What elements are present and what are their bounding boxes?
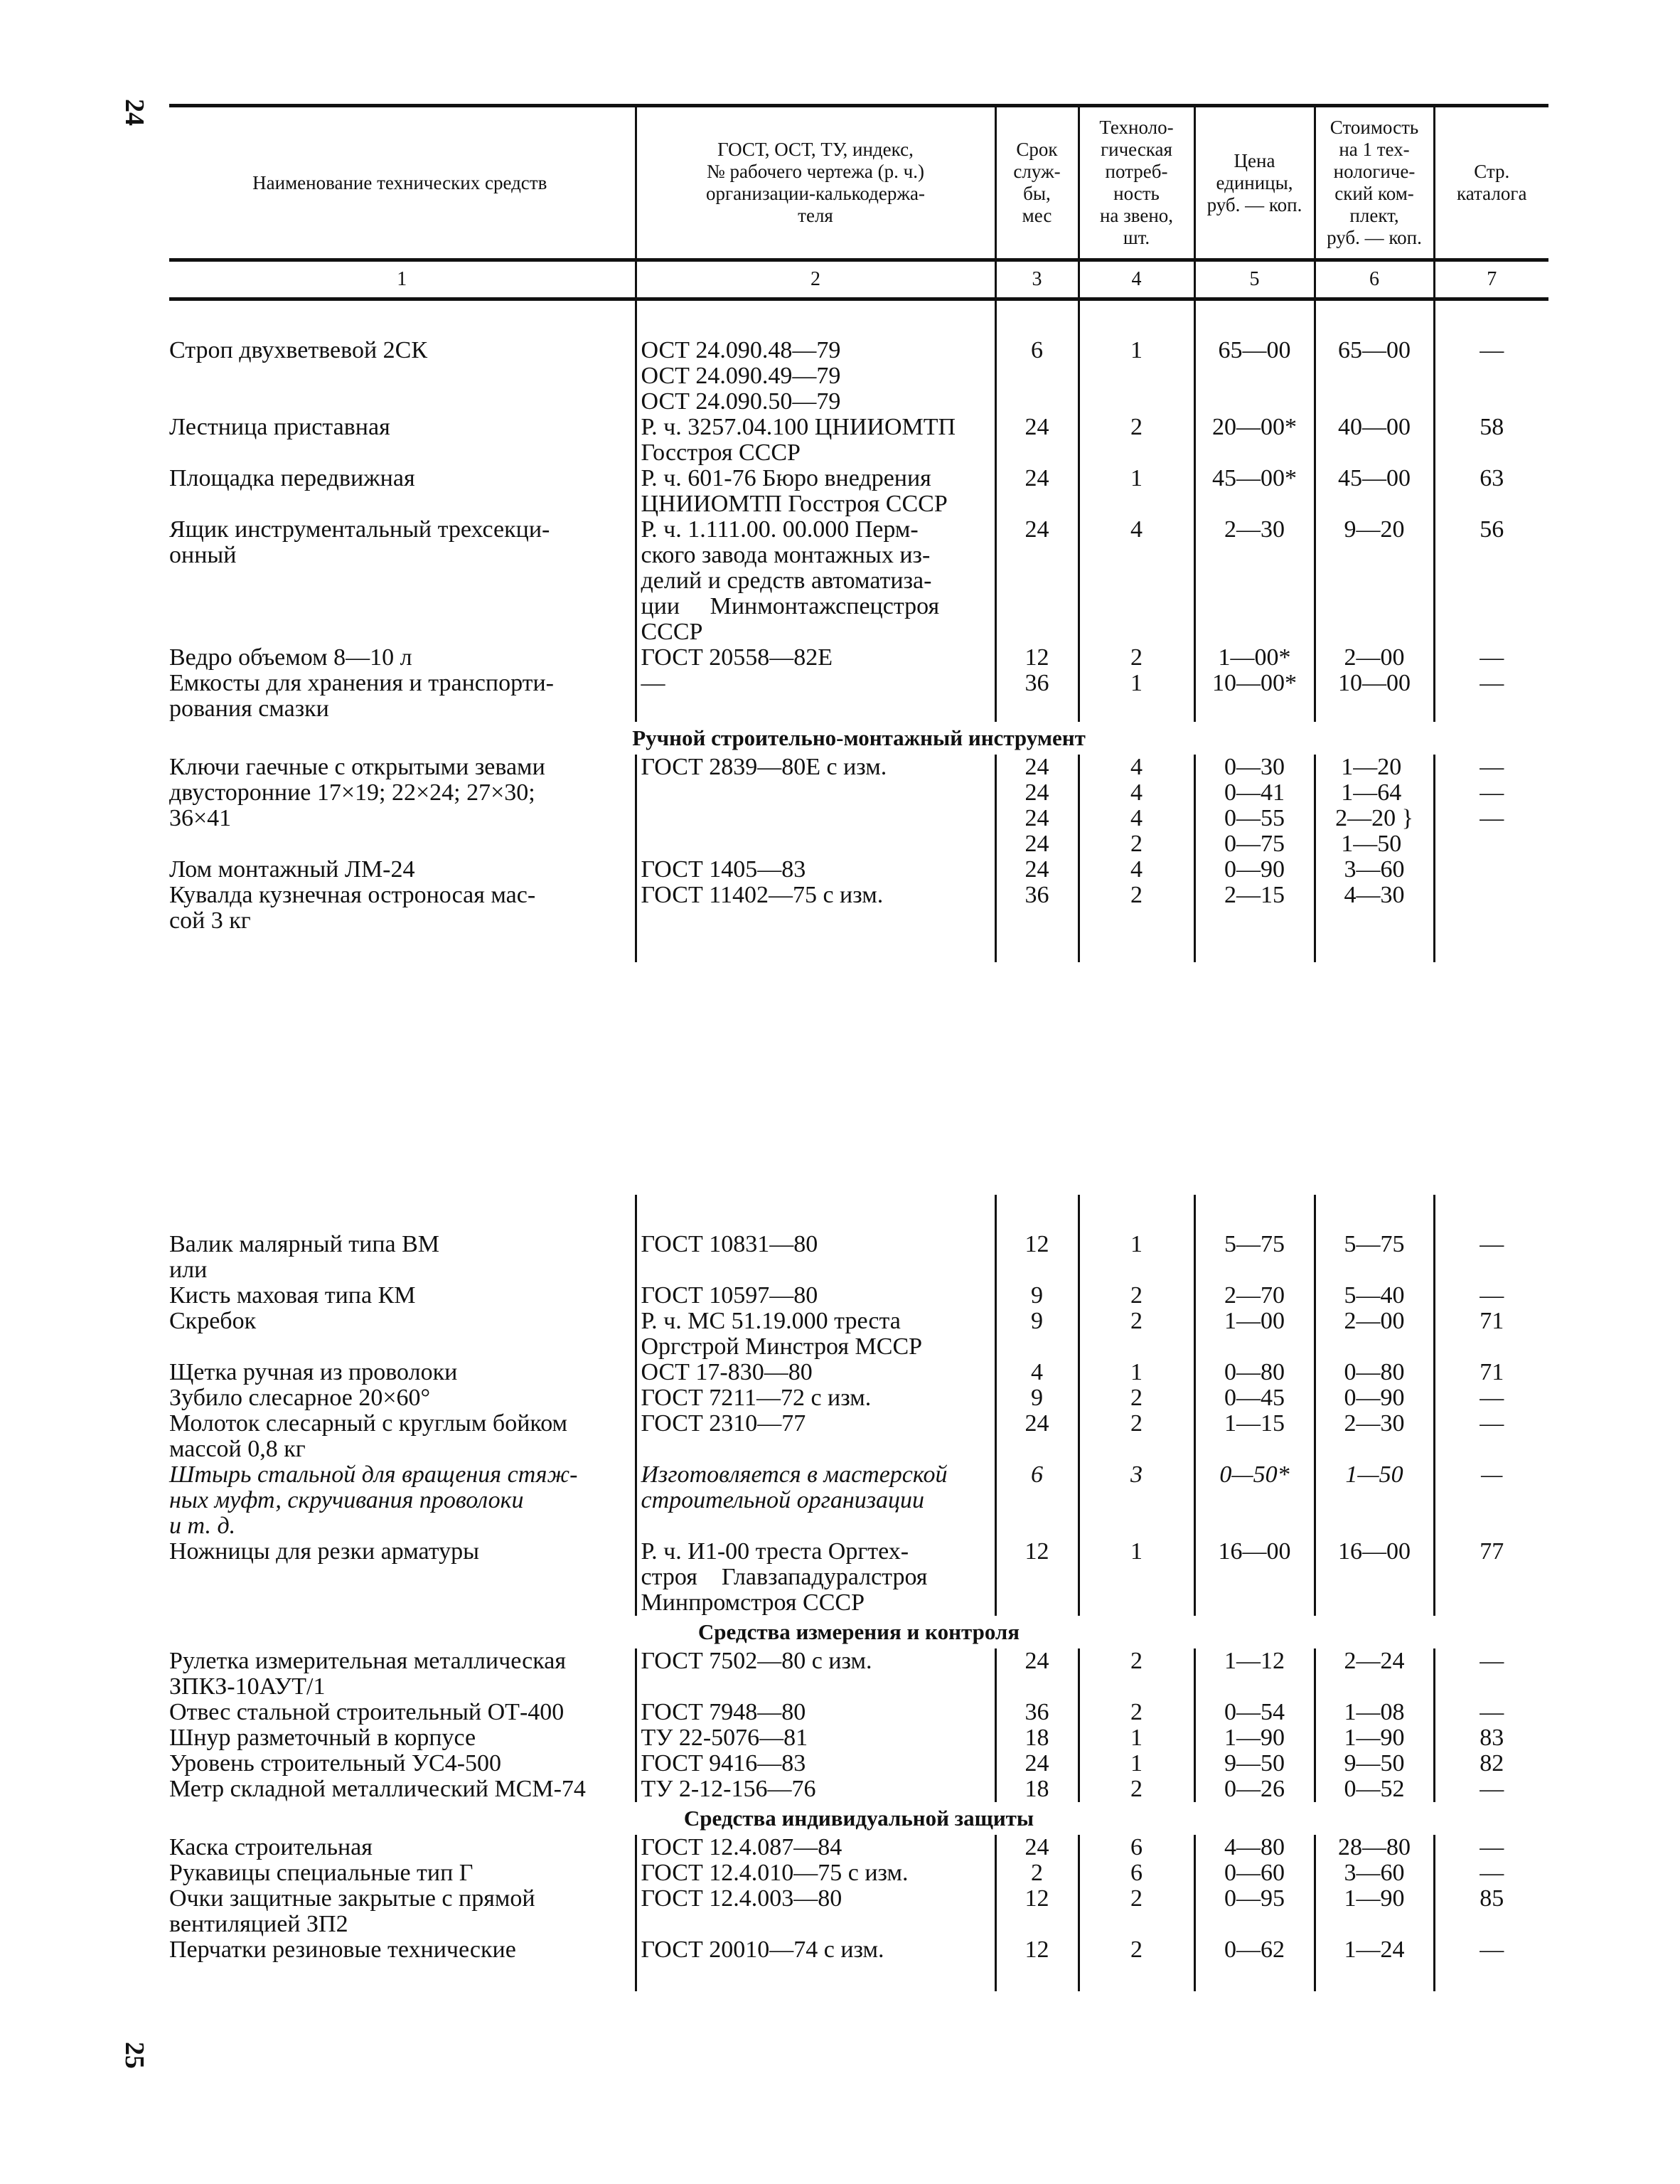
quantity: 1 [1079,1751,1194,1777]
set-cost: 1—20 1—64 2—20 } 1—50 [1315,755,1434,857]
standard: Р. ч. 601-76 Бюро внедрения ЦНИИОМТП Госстроя СССР [636,466,995,517]
set-cost: 65—00 [1315,338,1434,415]
quantity: 2 [1079,1385,1194,1411]
service-life: 12 [995,1539,1079,1616]
table-row [169,645,1548,671]
quantity: 2 [1079,883,1194,934]
spacer-cell [1079,1195,1194,1232]
item-name: Рулетка измерительная металлическая ЗПКЗ-10АУТ/1 [169,1648,566,1700]
table-row [169,1937,1548,1963]
set-cost: 1—90 [1315,1725,1434,1751]
section-heading-row [169,1616,1548,1648]
unit-price: 0—54 [1194,1700,1315,1725]
standard: ОСТ 24.090.48—79 ОСТ 24.090.49—79 ОСТ 24.090.50—79 [636,338,995,415]
spacer-cell [169,934,636,962]
item-name: Зубило слесарное 20×60° [169,1385,431,1411]
service-life: 24 [995,415,1079,466]
quantity: 1 [1079,1539,1194,1616]
item-name: Очки защитные закрытые с прямой вентиляцией ЗП2 [169,1885,535,1937]
spacer-cell [636,299,995,339]
set-cost: 0—52 [1315,1777,1434,1802]
table-row [169,857,1548,883]
quantity: 2 [1079,1648,1194,1700]
header-quantity: Техноло- гическая потреб- ность на звено, шт. [1079,106,1194,260]
unit-price: 0—50* [1194,1462,1315,1539]
set-cost: 1—24 [1315,1937,1434,1963]
catalog-page [1434,857,1548,883]
unit-price: 0—60 [1194,1860,1315,1886]
standard: ГОСТ 10597—80 [636,1283,995,1309]
unit-price: 0—62 [1194,1937,1315,1963]
spacer-cell [1434,299,1548,339]
catalog-page: — [1434,338,1548,415]
unit-price: 0—80 [1194,1360,1315,1385]
service-life: 24 [995,1835,1079,1860]
catalog-page: — [1434,1232,1548,1283]
set-cost: 9—20 [1315,517,1434,645]
unit-price: 2—30 [1194,517,1315,645]
catalog-page [1434,883,1548,934]
service-life: 18 [995,1777,1079,1802]
header-name: Наименование технических средств [169,106,636,260]
column-header-row [169,106,1548,260]
unit-price: 0—90 [1194,857,1315,883]
set-cost: 1—50 [1315,1462,1434,1539]
standard: ГОСТ 12.4.010—75 с изм. [636,1860,995,1886]
spacer-row [169,1963,1548,1991]
catalog-page: — [1434,1937,1548,1963]
table-row [169,1725,1548,1751]
header-service-life: Срок служ- бы, мес [995,106,1079,260]
spacer-cell [995,1963,1079,1991]
item-name: Ящик инструментальный трехсекци- онный [169,516,550,568]
unit-price: 0—95 [1194,1886,1315,1937]
standard: — [636,671,995,722]
service-life: 9 [995,1309,1079,1360]
table-row [169,1283,1548,1309]
equipment-table-page-24 [169,104,1548,962]
unit-price: 1—12 [1194,1648,1315,1700]
spacer-cell [1315,1963,1434,1991]
column-number: 3 [995,260,1079,299]
unit-price: 0—26 [1194,1777,1315,1802]
service-life: 12 [995,1886,1079,1937]
spacer-cell [995,1195,1079,1232]
unit-price: 4—80 [1194,1835,1315,1860]
standard: ОСТ 17-830—80 [636,1360,995,1385]
set-cost: 28—80 [1315,1835,1434,1860]
quantity: 2 [1079,1886,1194,1937]
spacer-cell [169,1963,636,1991]
spacer-cell [1079,299,1194,339]
table-row [169,1232,1548,1283]
set-cost: 45—00 [1315,466,1434,517]
standard: ГОСТ 12.4.087—84 [636,1835,995,1860]
service-life: 2 [995,1860,1079,1886]
spacer-cell [1079,1963,1194,1991]
standard: Р. ч. 1.111.00. 00.000 Перм- ского завода монтажных из- делий и средств автоматиза- ции Минмонтажспецстроя СССР [636,517,995,645]
equipment-table-page-25 [169,1195,1548,1991]
quantity: 1 [1079,466,1194,517]
service-life: 24 [995,466,1079,517]
header-set-cost: Стоимость на 1 тех- нологиче- ский ком- плект, руб. — коп. [1315,106,1434,260]
service-life: 24 [995,1751,1079,1777]
service-life: 24 [995,517,1079,645]
spacer-cell [1194,1963,1315,1991]
table-row [169,883,1548,934]
table-row [169,1385,1548,1411]
standard: ТУ 2-12-156—76 [636,1777,995,1802]
table-row [169,517,1548,645]
spacer-cell [1194,934,1315,962]
service-life: 36 [995,1700,1079,1725]
quantity: 2 [1079,1411,1194,1462]
section-heading: Средства измерения и контроля [697,1619,1020,1644]
standard: ТУ 22-5076—81 [636,1725,995,1751]
unit-price: 65—00 [1194,338,1315,415]
column-number: 6 [1315,260,1434,299]
unit-price: 16—00 [1194,1539,1315,1616]
quantity: 1 [1079,1232,1194,1283]
catalog-page: 77 [1434,1539,1548,1616]
unit-price: 10—00* [1194,671,1315,722]
service-life: 24 [995,1411,1079,1462]
spacer-cell [636,1963,995,1991]
unit-price: 45—00* [1194,466,1315,517]
set-cost: 2—24 [1315,1648,1434,1700]
column-number: 4 [1079,260,1194,299]
item-name: Лестница приставная [169,414,390,440]
spacer-row [169,934,1548,962]
unit-price: 5—75 [1194,1232,1315,1283]
item-name: Уровень строительный УС4-500 [169,1750,502,1777]
item-name: Перчатки резиновые технические [169,1937,516,1963]
unit-price: 9—50 [1194,1751,1315,1777]
table-row [169,1411,1548,1462]
item-name: Ведро объемом 8—10 л [169,644,412,671]
catalog-page: — [1434,1411,1548,1462]
unit-price: 0—30 0—41 0—55 0—75 [1194,755,1315,857]
unit-price: 2—70 [1194,1283,1315,1309]
catalog-page: — [1434,1648,1548,1700]
spacer-cell [169,1195,636,1232]
service-life: 4 [995,1360,1079,1385]
standard: ГОСТ 2839—80Е с изм. [636,755,995,857]
item-name: Строп двухветвевой 2СК [169,337,428,363]
catalog-page: 63 [1434,466,1548,517]
standard: ГОСТ 2310—77 [636,1411,995,1462]
standard: ГОСТ 20558—82Е [636,645,995,671]
item-name: Скребок [169,1308,257,1334]
set-cost: 5—40 [1315,1283,1434,1309]
table-row [169,755,1548,857]
catalog-page: 83 [1434,1725,1548,1751]
table-row [169,338,1548,415]
item-name: Рукавицы специальные тип Г [169,1860,473,1886]
spacer-row [169,1195,1548,1232]
quantity: 4 [1079,857,1194,883]
item-name: Метр складной металлический МСМ-74 [169,1776,586,1802]
table-row [169,1886,1548,1937]
quantity: 2 [1079,1937,1194,1963]
set-cost: 0—80 [1315,1360,1434,1385]
item-name: Отвес стальной строительный ОТ-400 [169,1699,565,1725]
header-catalog-page: Стр. каталога [1434,106,1548,260]
column-number: 5 [1194,260,1315,299]
service-life: 6 [995,1462,1079,1539]
service-life: 24 24 24 24 [995,755,1079,857]
standard: Р. ч. МС 51.19.000 треста Оргстрой Минстроя МССР [636,1309,995,1360]
table-row [169,466,1548,517]
set-cost: 1—08 [1315,1700,1434,1725]
set-cost: 5—75 [1315,1232,1434,1283]
catalog-page: 56 [1434,517,1548,645]
table-row [169,1462,1548,1539]
item-name: Молоток слесарный с круглым бойком массой 0,8 кг [169,1410,568,1462]
spacer-cell [636,1195,995,1232]
service-life: 36 [995,671,1079,722]
standard: ГОСТ 20010—74 с изм. [636,1937,995,1963]
catalog-page: — [1434,1835,1548,1860]
table-row [169,1360,1548,1385]
catalog-page: 85 [1434,1886,1548,1937]
quantity: 1 [1079,1725,1194,1751]
catalog-page: — [1434,1385,1548,1411]
quantity: 2 [1079,1283,1194,1309]
section-heading-row [169,722,1548,755]
column-number: 2 [636,260,995,299]
header-standard: ГОСТ, ОСТ, ТУ, индекс, № рабочего чертежа (р. ч.) организации-калькодержа- теля [636,106,995,260]
catalog-page: 58 [1434,415,1548,466]
spacer-cell [1315,299,1434,339]
catalog-page: — [1434,1283,1548,1309]
spacer-cell [1434,934,1548,962]
standard: Р. ч. 3257.04.100 ЦНИИОМТП Госстроя СССР [636,415,995,466]
item-name: Щетка ручная из проволоки [169,1359,458,1385]
quantity: 3 [1079,1462,1194,1539]
item-name: Ножницы для резки арматуры [169,1538,480,1565]
catalog-page: — — — [1434,755,1548,857]
column-number-row [169,260,1548,299]
item-name: Каска строительная [169,1834,373,1860]
spacer-cell [1434,1963,1548,1991]
quantity: 2 [1079,645,1194,671]
unit-price: 1—00 [1194,1309,1315,1360]
table-row [169,1835,1548,1860]
set-cost: 9—50 [1315,1751,1434,1777]
standard: ГОСТ 1405—83 [636,857,995,883]
table-row [169,1700,1548,1725]
standard: ГОСТ 11402—75 с изм. [636,883,995,934]
table-row [169,1309,1548,1360]
section-heading: Средства индивидуальной защиты [683,1806,1034,1831]
set-cost: 0—90 [1315,1385,1434,1411]
service-life: 18 [995,1725,1079,1751]
item-name: Ключи гаечные с открытыми зевами двусторонние 17×19; 22×24; 27×30; 36×41 [169,754,545,831]
quantity: 2 [1079,1777,1194,1802]
service-life: 9 [995,1385,1079,1411]
catalog-page: — [1434,1860,1548,1886]
catalog-page: — [1434,1700,1548,1725]
table-row [169,671,1548,722]
service-life: 12 [995,645,1079,671]
unit-price: 1—00* [1194,645,1315,671]
catalog-page: 82 [1434,1751,1548,1777]
quantity: 2 [1079,1309,1194,1360]
service-life: 36 [995,883,1079,934]
quantity: 4 4 4 2 [1079,755,1194,857]
page-number-24: 24 [119,99,149,126]
standard: Изготовляется в мастерской строительной организации [636,1462,995,1539]
item-name: Площадка передвижная [169,465,415,491]
unit-price: 2—15 [1194,883,1315,934]
standard: ГОСТ 10831—80 [636,1232,995,1283]
spacer-cell [1079,934,1194,962]
set-cost: 4—30 [1315,883,1434,934]
quantity: 1 [1079,338,1194,415]
section-heading: Ручной строительно-монтажный инструмент [632,725,1086,750]
table-row [169,1860,1548,1886]
set-cost: 2—00 [1315,645,1434,671]
set-cost: 16—00 [1315,1539,1434,1616]
catalog-page: 71 [1434,1360,1548,1385]
spacer-cell [1194,1195,1315,1232]
item-name: Кисть маховая типа КМ [169,1282,416,1309]
column-number: 7 [1434,260,1548,299]
catalog-page: — [1434,1777,1548,1802]
set-cost: 10—00 [1315,671,1434,722]
standard: ГОСТ 7948—80 [636,1700,995,1725]
service-life: 6 [995,338,1079,415]
set-cost: 2—30 [1315,1411,1434,1462]
standard: ГОСТ 7211—72 с изм. [636,1385,995,1411]
service-life: 24 [995,857,1079,883]
spacer-cell [1434,1195,1548,1232]
catalog-page: — [1434,645,1548,671]
section-heading-row [169,1802,1548,1835]
unit-price: 1—15 [1194,1411,1315,1462]
spacer-cell [995,934,1079,962]
quantity: 2 [1079,415,1194,466]
quantity: 2 [1079,1700,1194,1725]
quantity: 6 [1079,1835,1194,1860]
item-name: Валик малярный типа ВМ или [169,1231,440,1283]
spacer-cell [636,934,995,962]
standard: ГОСТ 9416—83 [636,1751,995,1777]
column-number: 1 [169,260,636,299]
spacer-cell [1315,1195,1434,1232]
spacer-cell [169,299,636,339]
unit-price: 1—90 [1194,1725,1315,1751]
spacer-cell [995,299,1079,339]
quantity: 6 [1079,1860,1194,1886]
set-cost: 1—90 [1315,1886,1434,1937]
set-cost: 3—60 [1315,857,1434,883]
table-row [169,1777,1548,1802]
standard: Р. ч. И1-00 треста Оргтех- строя Главзападуралстроя Минпромстроя СССР [636,1539,995,1616]
page-number-25: 25 [119,2042,149,2069]
quantity: 1 [1079,1360,1194,1385]
quantity: 4 [1079,517,1194,645]
item-name: Штырь стальной для вращения стяж- ных муфт, скручивания проволоки и т. д. [169,1461,578,1539]
catalog-page: — [1434,671,1548,722]
table-row [169,1751,1548,1777]
unit-price: 20—00* [1194,415,1315,466]
catalog-page: — [1434,1462,1548,1539]
spacer-cell [1194,299,1315,339]
table-row [169,1539,1548,1616]
item-name: Шнур разметочный в корпусе [169,1725,476,1751]
service-life: 12 [995,1232,1079,1283]
set-cost: 3—60 [1315,1860,1434,1886]
table-row [169,1648,1548,1700]
service-life: 12 [995,1937,1079,1963]
item-name: Емкосты для хранения и транспорти- рования смазки [169,670,554,722]
unit-price: 0—45 [1194,1385,1315,1411]
standard: ГОСТ 7502—80 с изм. [636,1648,995,1700]
quantity: 1 [1079,671,1194,722]
item-name: Кувалда кузнечная остроносая мас- сой 3 кг [169,882,536,934]
set-cost: 40—00 [1315,415,1434,466]
table-row [169,415,1548,466]
standard: ГОСТ 12.4.003—80 [636,1886,995,1937]
spacer-cell [1315,934,1434,962]
header-unit-price: Цена единицы, руб. — коп. [1194,106,1315,260]
set-cost: 2—00 [1315,1309,1434,1360]
service-life: 24 [995,1648,1079,1700]
catalog-page: 71 [1434,1309,1548,1360]
item-name: Лом монтажный ЛМ-24 [169,856,415,883]
service-life: 9 [995,1283,1079,1309]
spacer-row [169,299,1548,339]
